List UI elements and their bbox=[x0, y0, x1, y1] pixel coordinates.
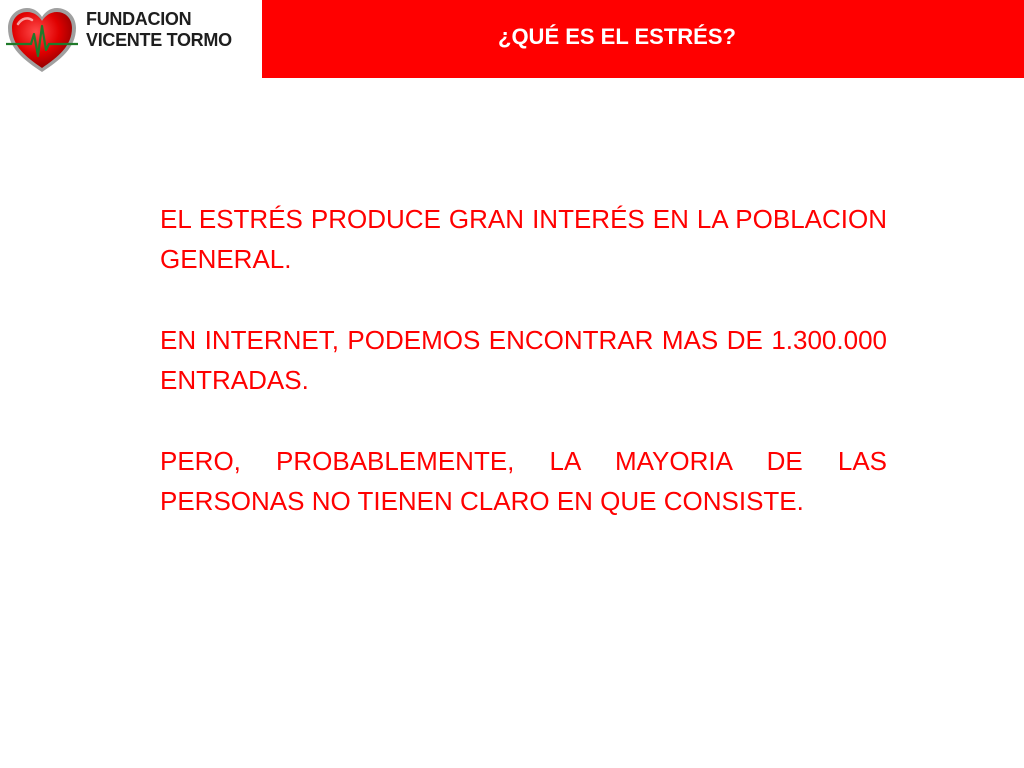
logo-line-2: VICENTE TORMO bbox=[86, 30, 232, 50]
logo-line-1: FUNDACION bbox=[86, 9, 192, 29]
paragraph-3: PERO, PROBABLEMENTE, LA MAYORIA DE LAS PERSONAS NO TIENEN CLARO EN QUE CONSISTE. bbox=[160, 446, 887, 516]
paragraph-1: EL ESTRÉS PRODUCE GRAN INTERÉS EN LA POBLACION GENERAL. bbox=[160, 204, 887, 274]
logo bbox=[0, 0, 262, 78]
logo-text bbox=[86, 9, 232, 51]
slide-body bbox=[160, 199, 887, 562]
heart-ecg-icon bbox=[4, 4, 80, 76]
slide-title: ¿QUÉ ES EL ESTRÉS? bbox=[498, 24, 736, 49]
paragraph-2: EN INTERNET, PODEMOS ENCONTRAR MAS DE 1.300.000 ENTRADAS. bbox=[160, 325, 887, 395]
